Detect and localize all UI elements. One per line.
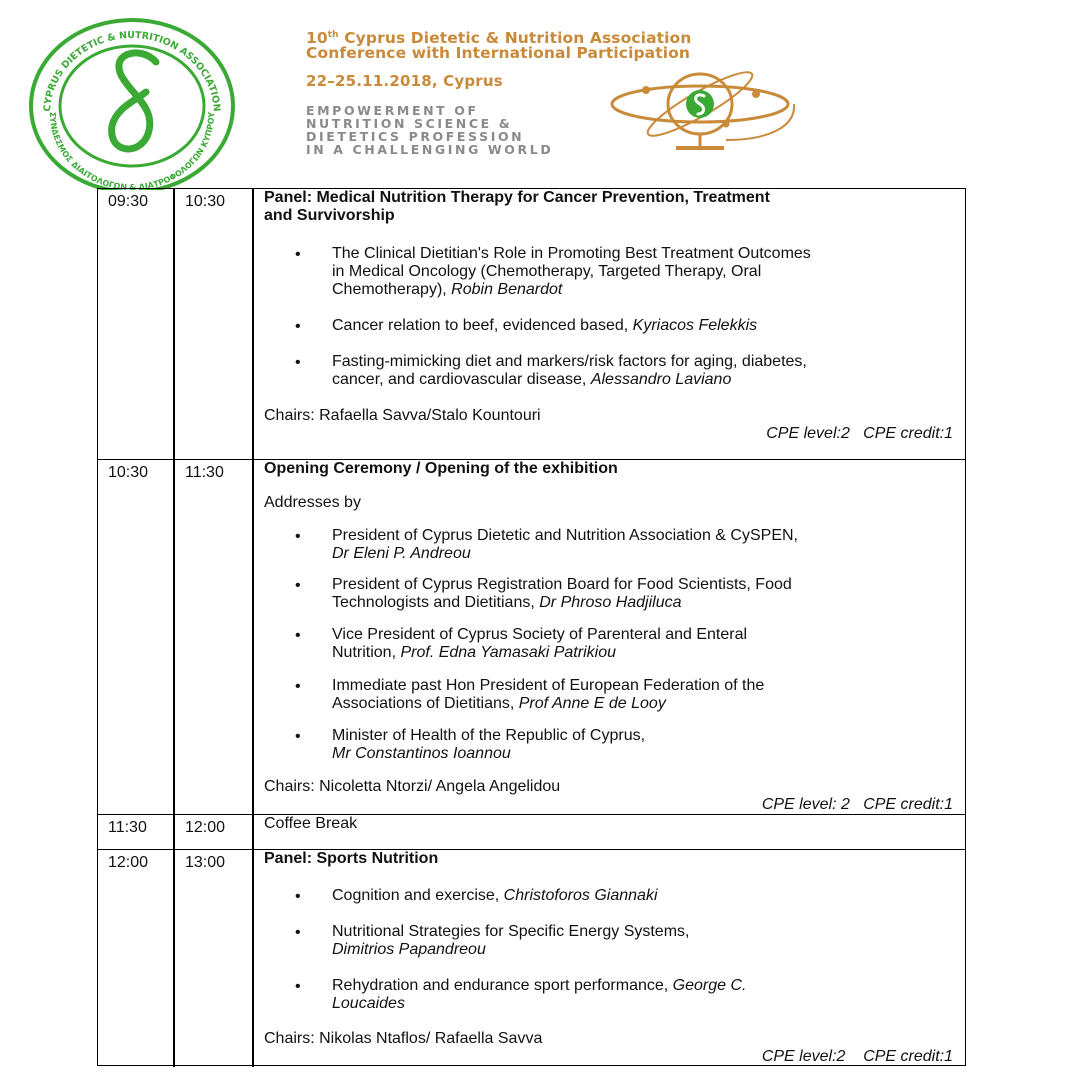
session-title: Panel: Sports Nutrition bbox=[264, 850, 439, 867]
end-time: 11:30 bbox=[185, 464, 224, 481]
speaker-name: Robin Benardot bbox=[451, 281, 563, 298]
cpe-info: CPE level: 2 CPE credit:1 bbox=[761, 796, 953, 813]
session-intro: Addresses by bbox=[264, 494, 361, 511]
logo-ring-text-top: CYPRUS DIETETIC & NUTRITION ASSOCIATION bbox=[41, 29, 223, 113]
end-time: 12:00 bbox=[185, 819, 226, 836]
column-divider bbox=[252, 815, 254, 849]
logo-ring-text-bottom: ΣΥΝΔΕΣΜΟΣ ΔΙΑΙΤΟΛΟΓΩΝ & ΔΙΑΤΡΟΦΟΛΟΓΩΝ ΚΥΠΡΟΥ bbox=[47, 111, 217, 190]
conference-title-line2: Conference with International Participation bbox=[306, 44, 691, 62]
session-chairs: Chairs: Nicoletta Ntorzi/ Angela Angelidou bbox=[264, 778, 561, 795]
speaker-name: Alessandro Laviano bbox=[590, 371, 732, 388]
speaker-name: Kyriacos Felekkis bbox=[632, 317, 758, 334]
list-item: • Cognition and exercise, Christoforos Giannaki bbox=[332, 887, 953, 905]
list-item: • Minister of Health of the Republic of Cyprus, Mr Constantinos Ioannou bbox=[332, 727, 953, 763]
table-row bbox=[98, 189, 965, 460]
session-title: Panel: Medical Nutrition Therapy for Cancer Prevention, Treatment and Survivorship bbox=[264, 189, 770, 224]
table-row bbox=[98, 850, 965, 1067]
session-title: Opening Ceremony / Opening of the exhibition bbox=[264, 460, 618, 477]
conference-slogan: EMPOWERMENT OF NUTRITION SCIENCE & DIETETICS PROFESSION IN A CHALLENGING WORLD bbox=[306, 103, 554, 157]
speaker-name: Prof Anne E de Looy bbox=[518, 695, 666, 712]
speaker-name: George C. bbox=[672, 977, 747, 994]
end-time: 13:00 bbox=[185, 854, 226, 871]
session-chairs: Chairs: Nikolas Ntaflos/ Rafaella Savva bbox=[264, 1030, 543, 1047]
list-item: • Cancer relation to beef, evidenced based, Kyriacos Felekkis bbox=[332, 317, 953, 335]
speaker-name: Prof. Edna Yamasaki Patrikiou bbox=[400, 644, 616, 661]
column-divider bbox=[252, 850, 254, 1067]
column-divider bbox=[252, 189, 254, 459]
session-chairs: Chairs: Rafaella Savva/Stalo Kountouri bbox=[264, 407, 541, 424]
list-item: • The Clinical Dietitian's Role in Promoting Best Treatment Outcomes in Medical Oncology (Chemotherapy, Targeted Therapy, Oral Chemotherapy), Robin Benardot bbox=[332, 245, 953, 299]
list-item: • Immediate past Hon President of European Federation of the Associations of Dietitians, Prof Anne E de Looy bbox=[332, 677, 953, 713]
list-item: • Nutritional Strategies for Specific Energy Systems, Dimitrios Papandreou bbox=[332, 923, 953, 959]
cpe-info: CPE level:2 CPE credit:1 bbox=[761, 1048, 953, 1065]
delta-symbol-icon bbox=[112, 53, 156, 149]
column-divider bbox=[173, 460, 175, 814]
speaker-name: Dr Eleni P. Andreou bbox=[332, 545, 471, 562]
speaker-name: Dimitrios Papandreou bbox=[332, 941, 486, 958]
start-time: 11:30 bbox=[108, 819, 147, 836]
speaker-name: Mr Constantinos Ioannou bbox=[332, 745, 511, 762]
list-item: • Fasting-mimicking diet and markers/risk factors for aging, diabetes, cancer, and cardiovascular disease, Alessandro Laviano bbox=[332, 353, 953, 389]
list-item: • President of Cyprus Registration Board for Food Scientists, Food Technologists and Dietitians, Dr Phroso Hadjiluca bbox=[332, 576, 953, 612]
list-item: • Rehydration and endurance sport performance, George C. Loucaides bbox=[332, 977, 953, 1013]
conference-title-line1: 10th Cyprus Dietetic & Nutrition Association bbox=[306, 29, 692, 47]
column-divider bbox=[173, 815, 175, 849]
atom-globe-emblem-icon bbox=[606, 68, 802, 158]
end-time: 10:30 bbox=[185, 193, 226, 210]
session-title: Coffee Break bbox=[264, 815, 358, 832]
list-item: • President of Cyprus Dietetic and Nutrition Association & CySPEN, Dr Eleni P. Andreou bbox=[332, 527, 953, 563]
cpe-info: CPE level:2 CPE credit:1 bbox=[766, 425, 953, 442]
list-item: • Vice President of Cyprus Society of Parenteral and Enteral Nutrition, Prof. Edna Yamasaki Patrikiou bbox=[332, 626, 953, 662]
speaker-name: Christoforos Giannaki bbox=[503, 887, 658, 904]
table-row bbox=[98, 460, 965, 815]
start-time: 10:30 bbox=[108, 464, 149, 481]
column-divider bbox=[252, 460, 254, 814]
start-time: 12:00 bbox=[108, 854, 149, 871]
conference-dates: 22–25.11.2018, Cyprus bbox=[306, 72, 503, 90]
speaker-name: Dr Phroso Hadjiluca bbox=[539, 594, 682, 611]
schedule-table bbox=[97, 188, 966, 1066]
association-logo bbox=[28, 14, 236, 190]
start-time: 09:30 bbox=[108, 193, 149, 210]
table-row bbox=[98, 815, 965, 850]
column-divider bbox=[173, 850, 175, 1067]
column-divider bbox=[173, 189, 175, 459]
